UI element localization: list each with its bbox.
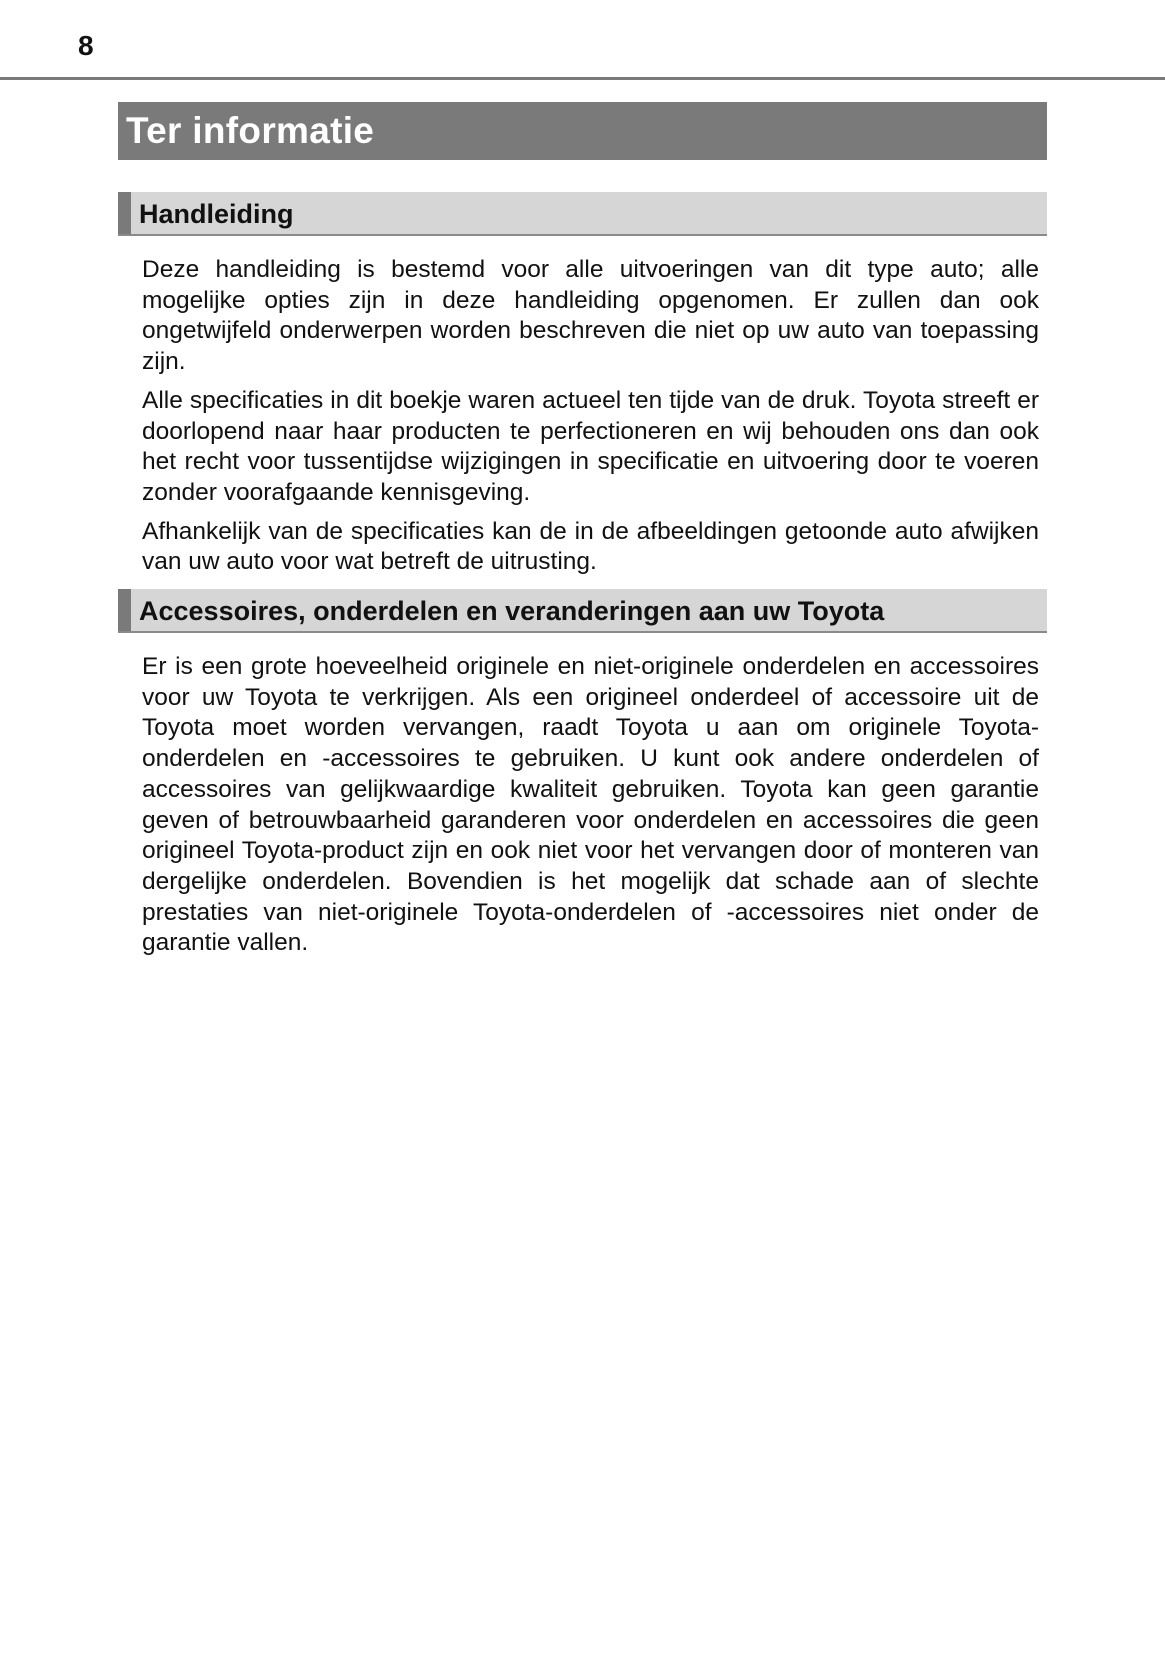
section-marker <box>118 589 131 631</box>
paragraph: Deze handleiding is bestemd voor alle uitvoeringen van dit type auto; alle mogelijke opties zijn in deze handleiding opgenomen. Er zullen dan ook ongetwijfeld onderwerpen worden beschreven die niet op uw auto van toepassing zijn. <box>142 256 1039 376</box>
section-heading-text: Handleiding <box>139 199 294 229</box>
section-heading-handleiding <box>118 192 1047 236</box>
paragraph: Er is een grote hoeveelheid originele en niet-originele onderdelen en accessoires voor uw Toyota te verkrijgen. Als een origineel onderdeel of accessoire uit de Toyota moet worden vervangen, raadt Toyota u aan om originele Toyota-onderdelen en -accessoires te gebruiken. U kunt ook andere onderdelen of accessoires van gelijkwaardige kwaliteit gebruiken. Toyota kan geen garantie geven of betrouwbaarheid garanderen voor onderdelen en accessoires die geen origineel Toyota-product zijn en ook niet voor het vervangen door of monteren van dergelijke onderdelen. Bovendien is het mogelijk dat schade aan of slechte prestaties van niet-originele Toyota-onderdelen of -accessoires niet onder de garantie vallen. <box>142 653 1039 957</box>
section-heading-text: Accessoires, onderdelen en veranderingen aan uw Toyota <box>139 596 885 626</box>
section-body-accessoires <box>142 652 1039 967</box>
chapter-title: Ter informatie <box>126 110 375 151</box>
section-body-handleiding <box>142 255 1039 586</box>
page-number: 8 <box>78 30 94 61</box>
section-marker <box>118 192 131 234</box>
section-heading-accessoires <box>118 589 1047 633</box>
paragraph: Alle specificaties in dit boekje waren actueel ten tijde van de druk. Toyota streeft er doorlopend naar haar producten te perfectioneren en wij behouden ons dan ook het recht voor tussentijdse wijzigingen in specificatie en uitvoering door te voeren zonder voorafgaande kennisgeving. <box>142 386 1039 506</box>
paragraph: Afhankelijk van de specificaties kan de in de afbeeldingen getoonde auto afwijken van uw auto voor wat betreft de uitrusting. <box>142 517 1039 576</box>
header-divider <box>0 77 1165 80</box>
chapter-title-bar <box>118 102 1047 160</box>
